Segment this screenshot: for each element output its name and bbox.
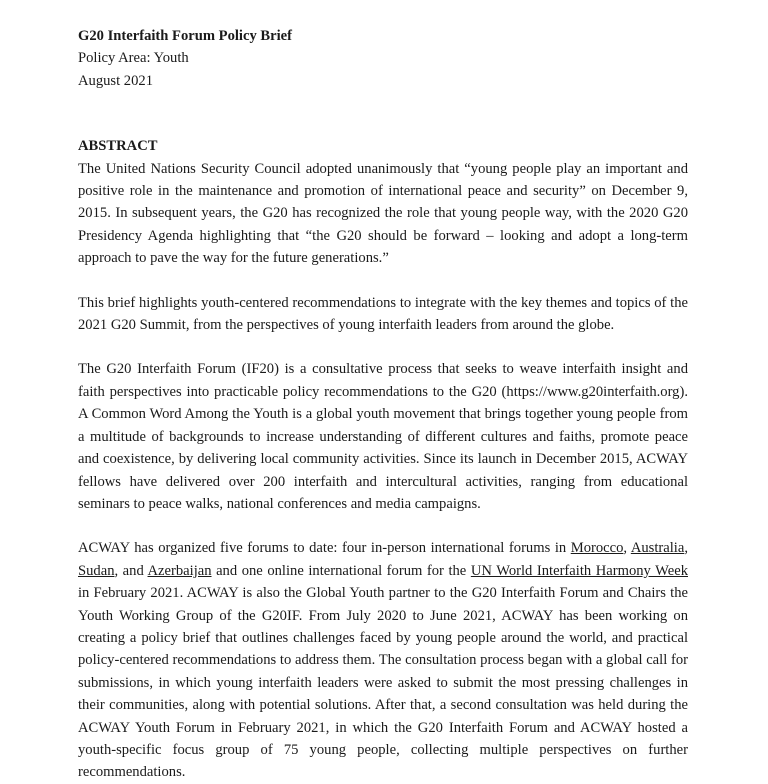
link-azerbaijan[interactable]: Azerbaijan <box>147 562 212 579</box>
document-page <box>78 25 688 784</box>
abstract-paragraph-3: The G20 Interfaith Forum (IF20) is a consultative process that seeks to weave interfaith insight and faith perspectives into practicable policy recommendations to the G20 (https://www.g20interfaith.org). A Common Word Among the Youth is a global youth movement that brings together young people from a multitude of backgrounds to increase understanding of different cultures and faiths, promote peace and coexistence, by delivering local community activities. Since its launch in December 2015, ACWAY fellows have delivered over 200 interfaith and intercultural activities, ranging from educational seminars to peace walks, national conferences and media campaigns. <box>78 361 688 512</box>
paragraph-text: and one online international forum for the <box>211 562 471 579</box>
document-title: G20 Interfaith Forum Policy Brief <box>78 28 292 44</box>
paragraph-text: , <box>623 540 631 557</box>
abstract-paragraph-1: The United Nations Security Council adopted unanimously that “young people play an important and positive role in the maintenance and promotion of international peace and security” on December 9, 2015. In subsequent years, the G20 has recognized the role that young people way, with the 2020 G20 Presidency Agenda highlighting that “the G20 should be forward – looking and adopt a long-term approach to pave the way for the future generations.” <box>78 160 688 267</box>
link-sudan[interactable]: Sudan <box>78 562 115 579</box>
paragraph-text: in February 2021. ACWAY is also the Global Youth partner to the G20 Interfaith Forum and Chairs the Youth Working Group of the G20IF. From July 2020 to June 2021, ACWAY has been working on creating a policy brief that outlines challenges faced by young people around the world, and practical policy-centered recommendations to address them. The consultation process began with a global call for submissions, in which young interfaith leaders were asked to submit the most pressing challenges in their communities, along with potential solutions. After that, a second consultation was held during the ACWAY Youth Forum in February 2021, in which the G20 Interfaith Forum and ACWAY hosted a youth-specific focus group of 75 young people, collecting multiple perspectives on further recommendations. <box>78 585 688 781</box>
document-date: August 2021 <box>78 72 153 89</box>
abstract-heading: ABSTRACT <box>78 138 158 155</box>
link-australia[interactable]: Australia <box>630 540 685 557</box>
paragraph-text: , <box>684 540 688 557</box>
abstract-paragraph-4 <box>78 537 688 783</box>
policy-area: Policy Area: Youth <box>78 50 189 67</box>
link-un-world-interfaith-harmony-week[interactable]: UN World Interfaith Harmony Week <box>470 562 688 579</box>
paragraph-text: ACWAY has organized five forums to date: four in-person international forums in <box>78 540 571 557</box>
abstract-paragraph-2: This brief highlights youth-centered recommendations to integrate with the key themes and topics of the 2021 G20 Summit, from the perspectives of young interfaith leaders from around the globe. <box>78 294 688 334</box>
paragraph-text: , and <box>114 562 148 579</box>
link-morocco[interactable]: Morocco <box>570 540 624 557</box>
